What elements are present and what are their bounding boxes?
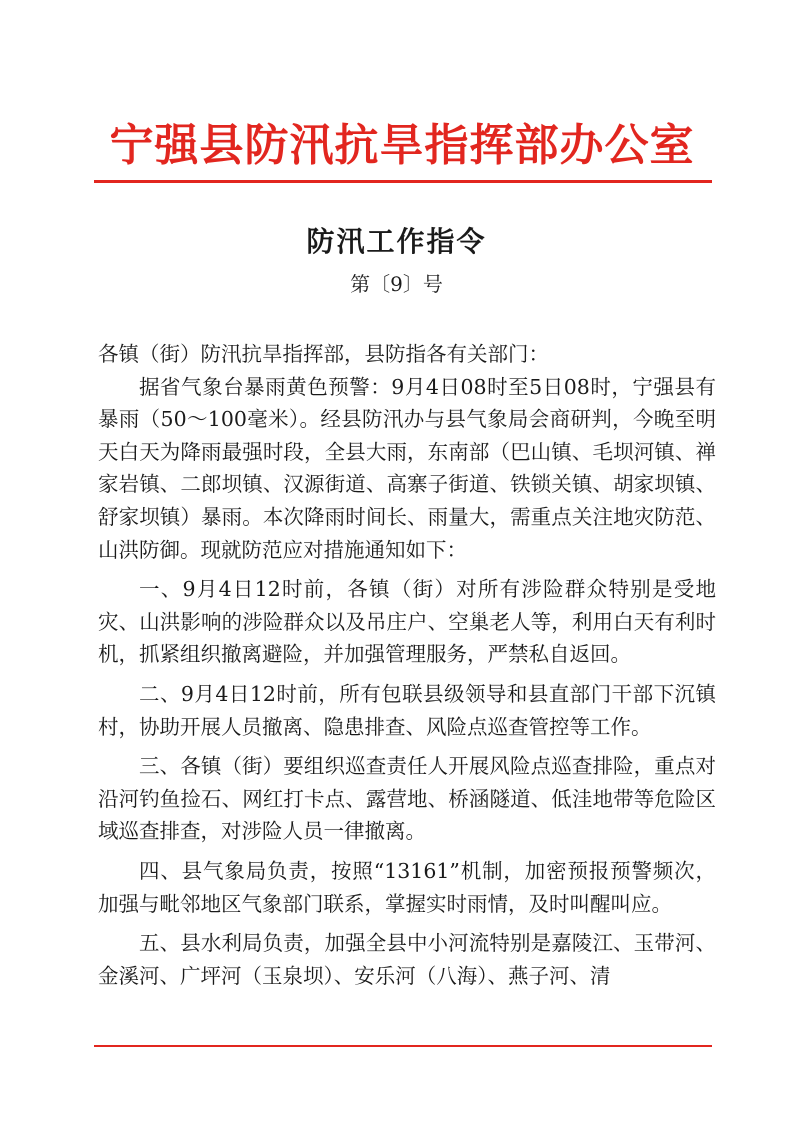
instruction-item-1: 一、9月4日12时前，各镇（街）对所有涉险群众特别是受地灾、山洪影响的涉险群众以及吊庄户、空巢老人等，利用白天有利时机，抓紧组织撤离避险，并加强管理服务，严禁私自返回。 (98, 577, 716, 667)
instruction-item-4: 四、县气象局负责，按照“13161”机制，加密预报预警频次，加强与毗邻地区气象部门联系，掌握实时雨情，及时叫醒叫应。 (98, 858, 716, 916)
header-red-rule (94, 180, 712, 183)
instruction-item-3: 三、各镇（街）要组织巡查责任人开展风险点巡查排险，重点对沿河钓鱼捡石、网红打卡点、露营地、桥涵隧道、低洼地带等危险区域巡查排查，对涉险人员一律撤离。 (98, 754, 716, 844)
salutation: 各镇（街）防汛抗旱指挥部，县防指各有关部门： (98, 342, 549, 366)
document-number: 第〔9〕号 (350, 272, 443, 296)
instruction-item-5: 五、县水利局负责，加强全县中小河流特别是嘉陵江、玉带河、金溪河、广坪河（玉泉坝）、安乐河（八海）、燕子河、清 (98, 931, 716, 988)
intro-paragraph: 据省气象台暴雨黄色预警：9月4日08时至5日08时，宁强县有暴雨（50～100毫米）。经县防汛办与县气象局会商研判，今晚至明天白天为降雨最强时段，全县大雨，东南部（巴山镇、毛坝河镇、禅家岩镇、二郎坝镇、汉源街道、高寨子街道、铁锁关镇、胡家坝镇、舒家坝镇）暴雨。本次降雨时间长、雨量大，需重点关注地灾防范、山洪防御。现就防范应对措施通知如下： (98, 374, 716, 562)
org-header-title: 宁强县防汛抗旱指挥部办公室 (109, 120, 695, 171)
instruction-item-2: 二、9月4日12时前，所有包联县级领导和县直部门干部下沉镇村，协助开展人员撤离、隐患排查、风险点巡查管控等工作。 (98, 681, 716, 739)
document-body (98, 338, 716, 992)
document-title: 防汛工作指令 (306, 225, 487, 258)
footer-red-rule (94, 1045, 712, 1047)
